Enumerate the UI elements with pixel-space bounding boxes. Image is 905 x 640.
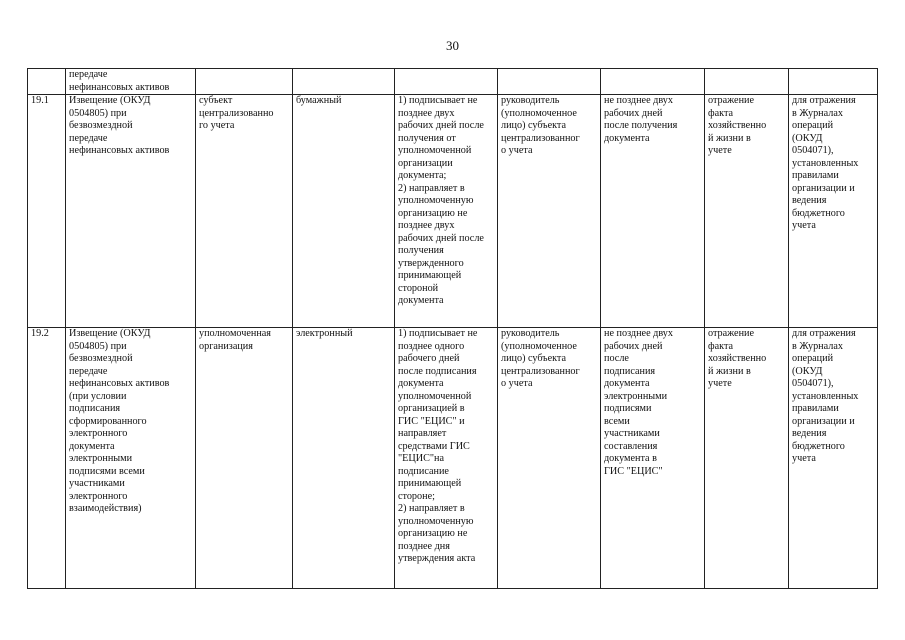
format-cell: электронный — [293, 328, 395, 589]
table-cell — [293, 69, 395, 95]
document-name-cell: Извещение (ОКУД 0504805) при безвозмездной передаче нефинансовых активов (при условии подписания сформированного электронного документа электронными подписями всеми участниками электронного взаимодействия) — [66, 328, 196, 589]
page-number: 30 — [446, 38, 459, 53]
deadline-cell: не позднее двух рабочих дней после получения документа — [601, 95, 705, 328]
document-table — [27, 68, 878, 589]
responsible-cell: руководитель (уполномоченное лицо) субъекта централизованног о учета — [498, 95, 601, 328]
table-row — [28, 95, 878, 328]
table-row — [28, 328, 878, 589]
format-cell: бумажный — [293, 95, 395, 328]
table-cell — [705, 69, 789, 95]
table-cell — [28, 69, 66, 95]
purpose-cell: отражение факта хозяйственно й жизни в учете — [705, 328, 789, 589]
creator-cell: уполномоченная организация — [196, 328, 293, 589]
table-cell — [196, 69, 293, 95]
document-name-cell: Извещение (ОКУД 0504805) при безвозмездной передаче нефинансовых активов — [66, 95, 196, 328]
table-cell — [498, 69, 601, 95]
table-cell — [395, 69, 498, 95]
creator-cell: субъект централизованно го учета — [196, 95, 293, 328]
table-row-continuation — [28, 69, 878, 95]
actions-cell: 1) подписывает не позднее двух рабочих дней после получения от уполномоченной организации документа; 2) направляет в уполномоченную организацию не позднее двух рабочих дней после получения утвержденного принимающей стороной документа — [395, 95, 498, 328]
deadline-cell: не позднее двух рабочих дней после подписания документа электронными подписями всеми участниками составления документа в ГИС "ЕЦИС" — [601, 328, 705, 589]
note-cell: для отражения в Журналах операций (ОКУД 0504071), установленных правилами организации и ведения бюджетного учета — [789, 95, 878, 328]
row-number: 19.1 — [28, 95, 66, 328]
table-cell-document: передаче нефинансовых активов — [66, 69, 196, 95]
table-cell — [789, 69, 878, 95]
actions-cell: 1) подписывает не позднее одного рабочего дней после подписания документа уполномоченной организацией в ГИС "ЕЦИС" и направляет средствами ГИС "ЕЦИС"на подписание принимающей стороне; 2) направляет в уполномоченную организацию не позднее дня утверждения акта — [395, 328, 498, 589]
responsible-cell: руководитель (уполномоченное лицо) субъекта централизованног о учета — [498, 328, 601, 589]
row-number: 19.2 — [28, 328, 66, 589]
note-cell: для отражения в Журналах операций (ОКУД 0504071), установленных правилами организации и ведения бюджетного учета — [789, 328, 878, 589]
table-cell — [601, 69, 705, 95]
purpose-cell: отражение факта хозяйственно й жизни в учете — [705, 95, 789, 328]
